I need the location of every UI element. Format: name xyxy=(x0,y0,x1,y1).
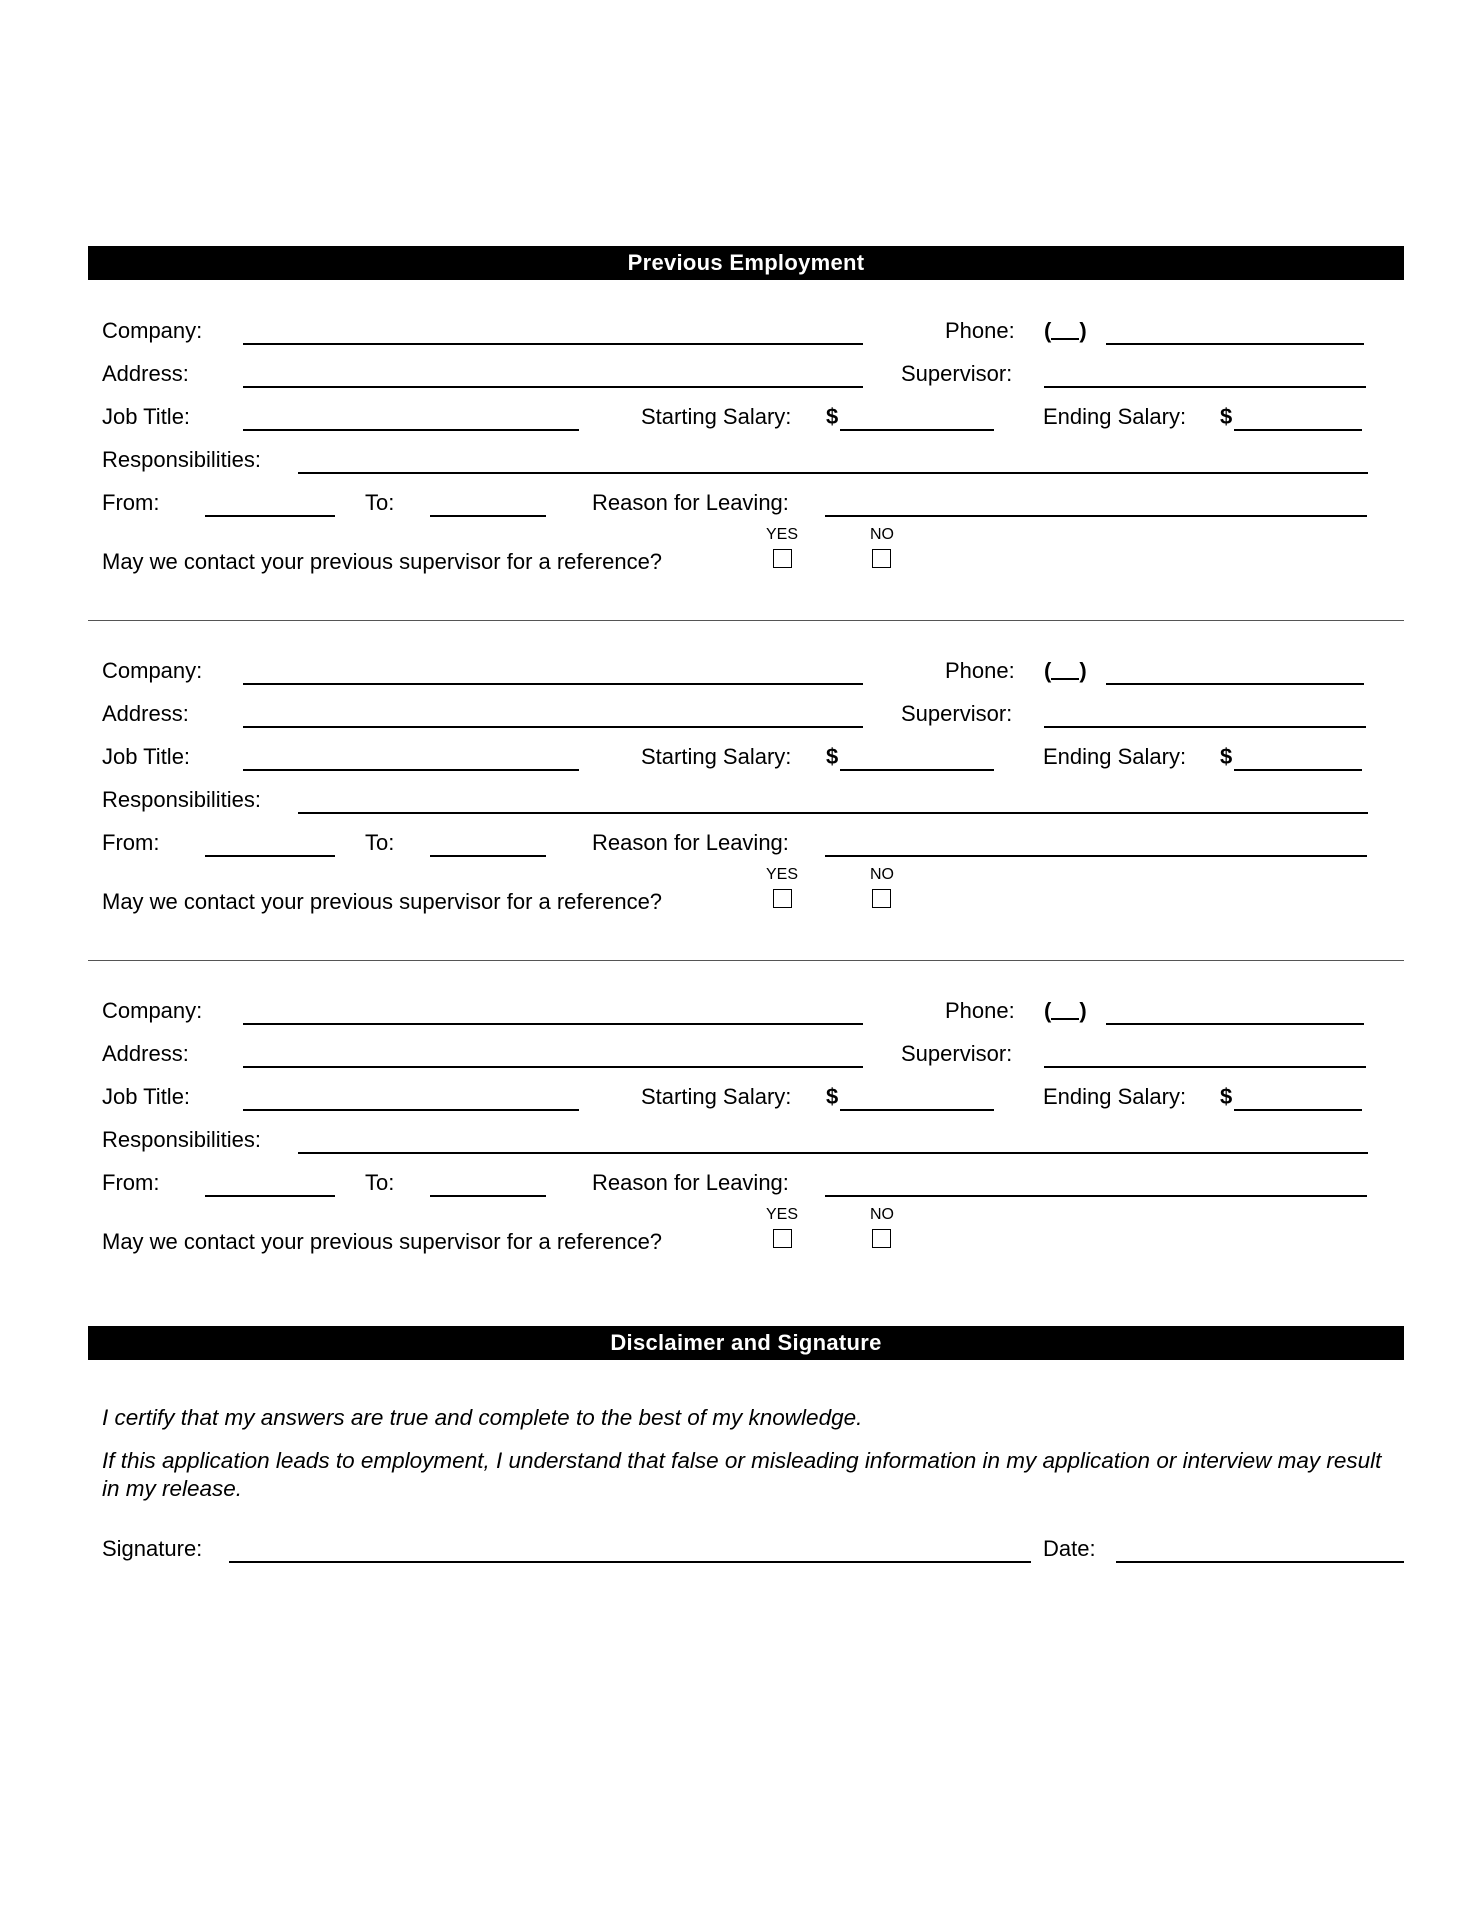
block-divider xyxy=(88,620,1404,621)
no-label: NO xyxy=(870,526,894,543)
supervisor-label: Supervisor: xyxy=(901,701,1013,726)
contact-question: May we contact your previous supervisor for a reference? xyxy=(102,1229,663,1254)
yes-label: YES xyxy=(766,1206,799,1223)
job-title-field[interactable] xyxy=(243,429,579,431)
phone-field[interactable] xyxy=(1106,683,1364,685)
responsibilities-label: Responsibilities: xyxy=(102,1127,261,1152)
from-field[interactable] xyxy=(205,515,335,517)
contact-no-checkbox[interactable] xyxy=(872,549,891,568)
starting-salary-label: Starting Salary: xyxy=(641,744,792,769)
reason-for-leaving-label: Reason for Leaving: xyxy=(592,490,789,515)
reason-for-leaving-field[interactable] xyxy=(825,515,1367,517)
phone-area-code-field[interactable]: ( ) xyxy=(1044,318,1087,343)
supervisor-field[interactable] xyxy=(1044,726,1366,728)
from-field[interactable] xyxy=(205,1195,335,1197)
ending-salary-dollar: $ xyxy=(1220,1084,1233,1109)
yes-label: YES xyxy=(766,526,799,543)
company-field[interactable] xyxy=(243,683,863,685)
to-field[interactable] xyxy=(430,855,546,857)
job-title-field[interactable] xyxy=(243,769,579,771)
company-label: Company: xyxy=(102,998,203,1023)
no-label: NO xyxy=(870,1206,894,1223)
phone-area-code-field[interactable]: ( ) xyxy=(1044,658,1087,683)
responsibilities-label: Responsibilities: xyxy=(102,447,261,472)
signature-label: Signature: xyxy=(102,1536,203,1561)
to-field[interactable] xyxy=(430,1195,546,1197)
company-label: Company: xyxy=(102,318,203,343)
ending-salary-field[interactable] xyxy=(1234,769,1362,771)
contact-no-checkbox[interactable] xyxy=(872,1229,891,1248)
section-header-previous-employment: Previous Employment xyxy=(88,246,1404,280)
from-label: From: xyxy=(102,490,160,515)
address-label: Address: xyxy=(102,1041,189,1066)
company-field[interactable] xyxy=(243,1023,863,1025)
employment-block-1 xyxy=(0,301,1484,641)
address-label: Address: xyxy=(102,361,189,386)
signature-field[interactable] xyxy=(229,1561,1031,1563)
phone-label: Phone: xyxy=(945,998,1015,1023)
job-title-label: Job Title: xyxy=(102,404,191,429)
reason-for-leaving-label: Reason for Leaving: xyxy=(592,830,789,855)
date-label: Date: xyxy=(1043,1536,1096,1561)
contact-yes-checkbox[interactable] xyxy=(773,549,792,568)
job-title-label: Job Title: xyxy=(102,744,191,769)
starting-salary-label: Starting Salary: xyxy=(641,404,792,429)
contact-yes-checkbox[interactable] xyxy=(773,1229,792,1248)
job-title-label: Job Title: xyxy=(102,1084,191,1109)
starting-salary-label: Starting Salary: xyxy=(641,1084,792,1109)
supervisor-label: Supervisor: xyxy=(901,361,1013,386)
ending-salary-label: Ending Salary: xyxy=(1043,404,1187,429)
supervisor-field[interactable] xyxy=(1044,386,1366,388)
phone-field[interactable] xyxy=(1106,1023,1364,1025)
no-label: NO xyxy=(870,866,894,883)
employment-block-3 xyxy=(0,981,1484,1321)
company-label: Company: xyxy=(102,658,203,683)
to-label: To: xyxy=(365,490,395,515)
section-header-disclaimer: Disclaimer and Signature xyxy=(88,1326,1404,1360)
responsibilities-field[interactable] xyxy=(298,812,1368,814)
responsibilities-field[interactable] xyxy=(298,472,1368,474)
to-label: To: xyxy=(365,830,395,855)
date-field[interactable] xyxy=(1116,1561,1404,1563)
ending-salary-dollar: $ xyxy=(1220,744,1233,769)
employment-block-2 xyxy=(0,641,1484,981)
supervisor-label: Supervisor: xyxy=(901,1041,1013,1066)
from-field[interactable] xyxy=(205,855,335,857)
starting-salary-dollar: $ xyxy=(826,404,839,429)
contact-no-checkbox[interactable] xyxy=(872,889,891,908)
contact-question: May we contact your previous supervisor for a reference? xyxy=(102,549,663,574)
supervisor-field[interactable] xyxy=(1044,1066,1366,1068)
from-label: From: xyxy=(102,830,160,855)
phone-field[interactable] xyxy=(1106,343,1364,345)
address-field[interactable] xyxy=(243,726,863,728)
responsibilities-field[interactable] xyxy=(298,1152,1368,1154)
ending-salary-dollar: $ xyxy=(1220,404,1233,429)
reason-for-leaving-field[interactable] xyxy=(825,855,1367,857)
phone-area-code-field[interactable]: ( ) xyxy=(1044,998,1087,1023)
starting-salary-field[interactable] xyxy=(840,769,994,771)
address-field[interactable] xyxy=(243,386,863,388)
to-label: To: xyxy=(365,1170,395,1195)
contact-question: May we contact your previous supervisor for a reference? xyxy=(102,889,663,914)
reason-for-leaving-label: Reason for Leaving: xyxy=(592,1170,789,1195)
job-title-field[interactable] xyxy=(243,1109,579,1111)
yes-label: YES xyxy=(766,866,799,883)
ending-salary-field[interactable] xyxy=(1234,429,1362,431)
contact-yes-checkbox[interactable] xyxy=(773,889,792,908)
starting-salary-dollar: $ xyxy=(826,1084,839,1109)
starting-salary-field[interactable] xyxy=(840,1109,994,1111)
block-divider xyxy=(88,960,1404,961)
ending-salary-label: Ending Salary: xyxy=(1043,744,1187,769)
to-field[interactable] xyxy=(430,515,546,517)
starting-salary-field[interactable] xyxy=(840,429,994,431)
phone-label: Phone: xyxy=(945,658,1015,683)
starting-salary-dollar: $ xyxy=(826,744,839,769)
address-field[interactable] xyxy=(243,1066,863,1068)
responsibilities-label: Responsibilities: xyxy=(102,787,261,812)
disclaimer-line-2: If this application leads to employment, I understand that false or misleading information in my application or interview may result in my release. xyxy=(102,1448,1382,1501)
ending-salary-field[interactable] xyxy=(1234,1109,1362,1111)
address-label: Address: xyxy=(102,701,189,726)
disclaimer-line-1: I certify that my answers are true and complete to the best of my knowledge. xyxy=(102,1405,863,1430)
from-label: From: xyxy=(102,1170,160,1195)
reason-for-leaving-field[interactable] xyxy=(825,1195,1367,1197)
phone-label: Phone: xyxy=(945,318,1015,343)
company-field[interactable] xyxy=(243,343,863,345)
ending-salary-label: Ending Salary: xyxy=(1043,1084,1187,1109)
